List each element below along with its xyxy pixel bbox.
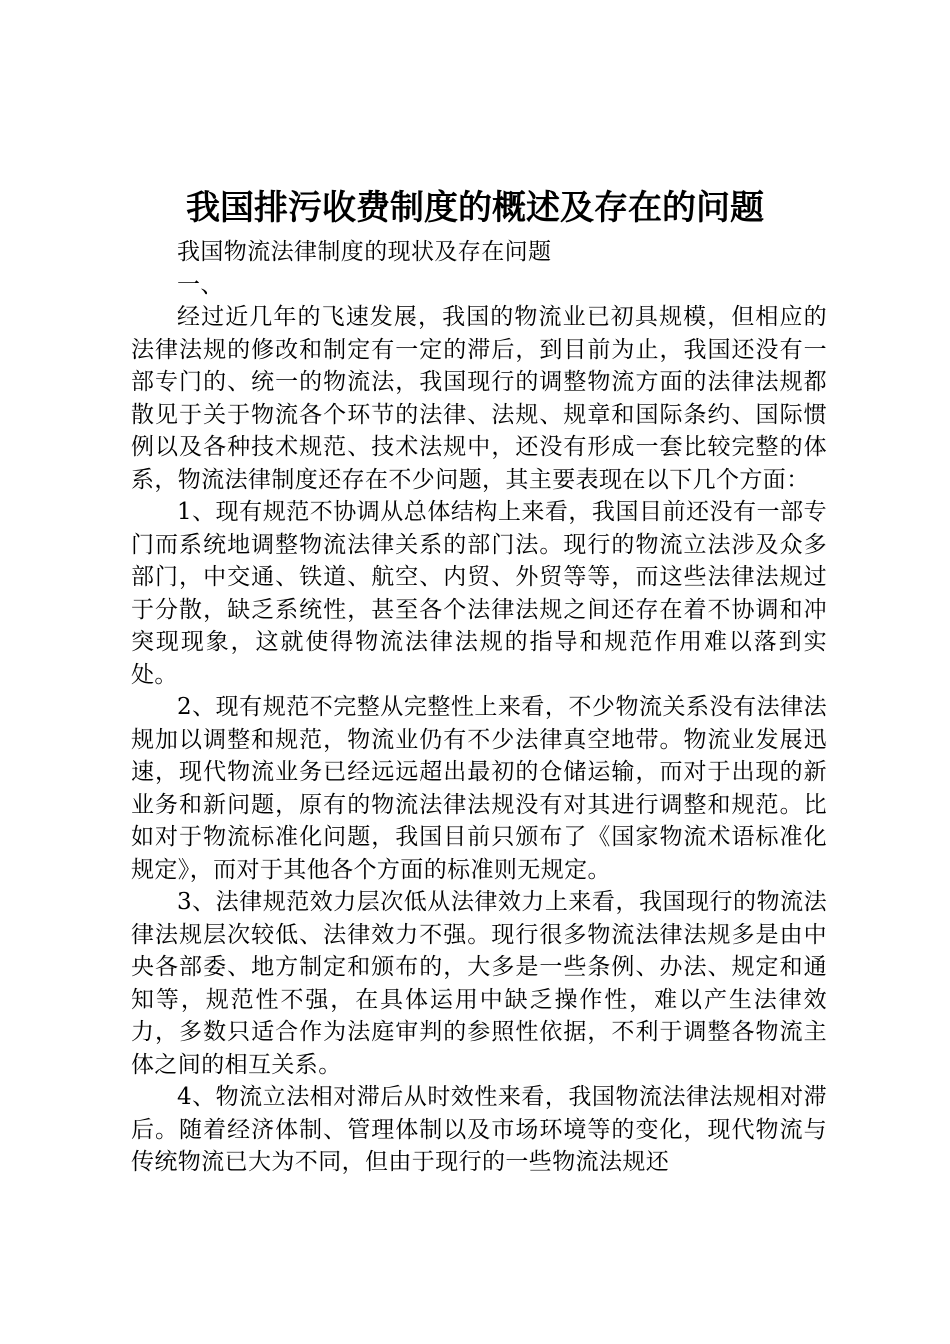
paragraph-point-3: 3、法律规范效力层次低从法律效力上来看，我国现行的物流法律法规层次较低、法律效力不强。现行很多物流法律法规多是由中央各部委、地方制定和颁布的，大多是一些条例、办法、规定和通知等，规范性不强，在具体运用中缺乏操作性，难以产生法律效力，多数只适合作为法庭审判的参照性依据，不利于调整各物流主体之间的相互关系。 [131, 889, 827, 1078]
paragraph-point-4: 4、物流立法相对滞后从时效性来看，我国物流法律法规相对滞后。随着经济体制、管理体制以及市场环境等的变化，现代物流与传统物流已大为不同，但由于现行的一些物流法规还 [131, 1084, 827, 1175]
paragraph-point-1: 1、现有规范不协调从总体结构上来看，我国目前还没有一部专门而系统地调整物流法律关系的部门法。现行的物流立法涉及众多部门，中交通、铁道、航空、内贸、外贸等等，而这些法律法规过于分散，缺乏系统性，甚至各个法律法规之间还存在着不协调和冲突现现象，这就使得物流法律法规的指导和规范作用难以落到实处。 [131, 499, 827, 688]
paragraph-point-2: 2、现有规范不完整从完整性上来看，不少物流关系没有法律法规加以调整和规范，物流业仍有不少法律真空地带。物流业发展迅速，现代物流业务已经远远超出最初的仓储运输，而对于出现的新业务和新问题，原有的物流法律法规没有对其进行调整和规范。比如对于物流标准化问题，我国目前只颁布了《国家物流术语标准化规定》，而对于其他各个方面的标准则无规定。 [131, 694, 827, 883]
document-title: 我国排污收费制度的概述及存在的问题 [186, 188, 764, 228]
subtitle: 我国物流法律制度的现状及存在问题 [177, 239, 552, 265]
document-body [131, 236, 827, 1179]
paragraph-intro: 经过近几年的飞速发展，我国的物流业已初具规模，但相应的法律法规的修改和制定有一定的滞后，到目前为止，我国还没有一部专门的、统一的物流法，我国现行的调整物流方面的法律法规都散见于关于物流各个环节的法律、法规、规章和国际条约、国际惯例以及各种技术规范、技术法规中，还没有形成一套比较完整的体系，物流法律制度还存在不少问题，其主要表现在以下几个方面： [131, 304, 827, 493]
section-marker: 一、 [177, 271, 224, 298]
